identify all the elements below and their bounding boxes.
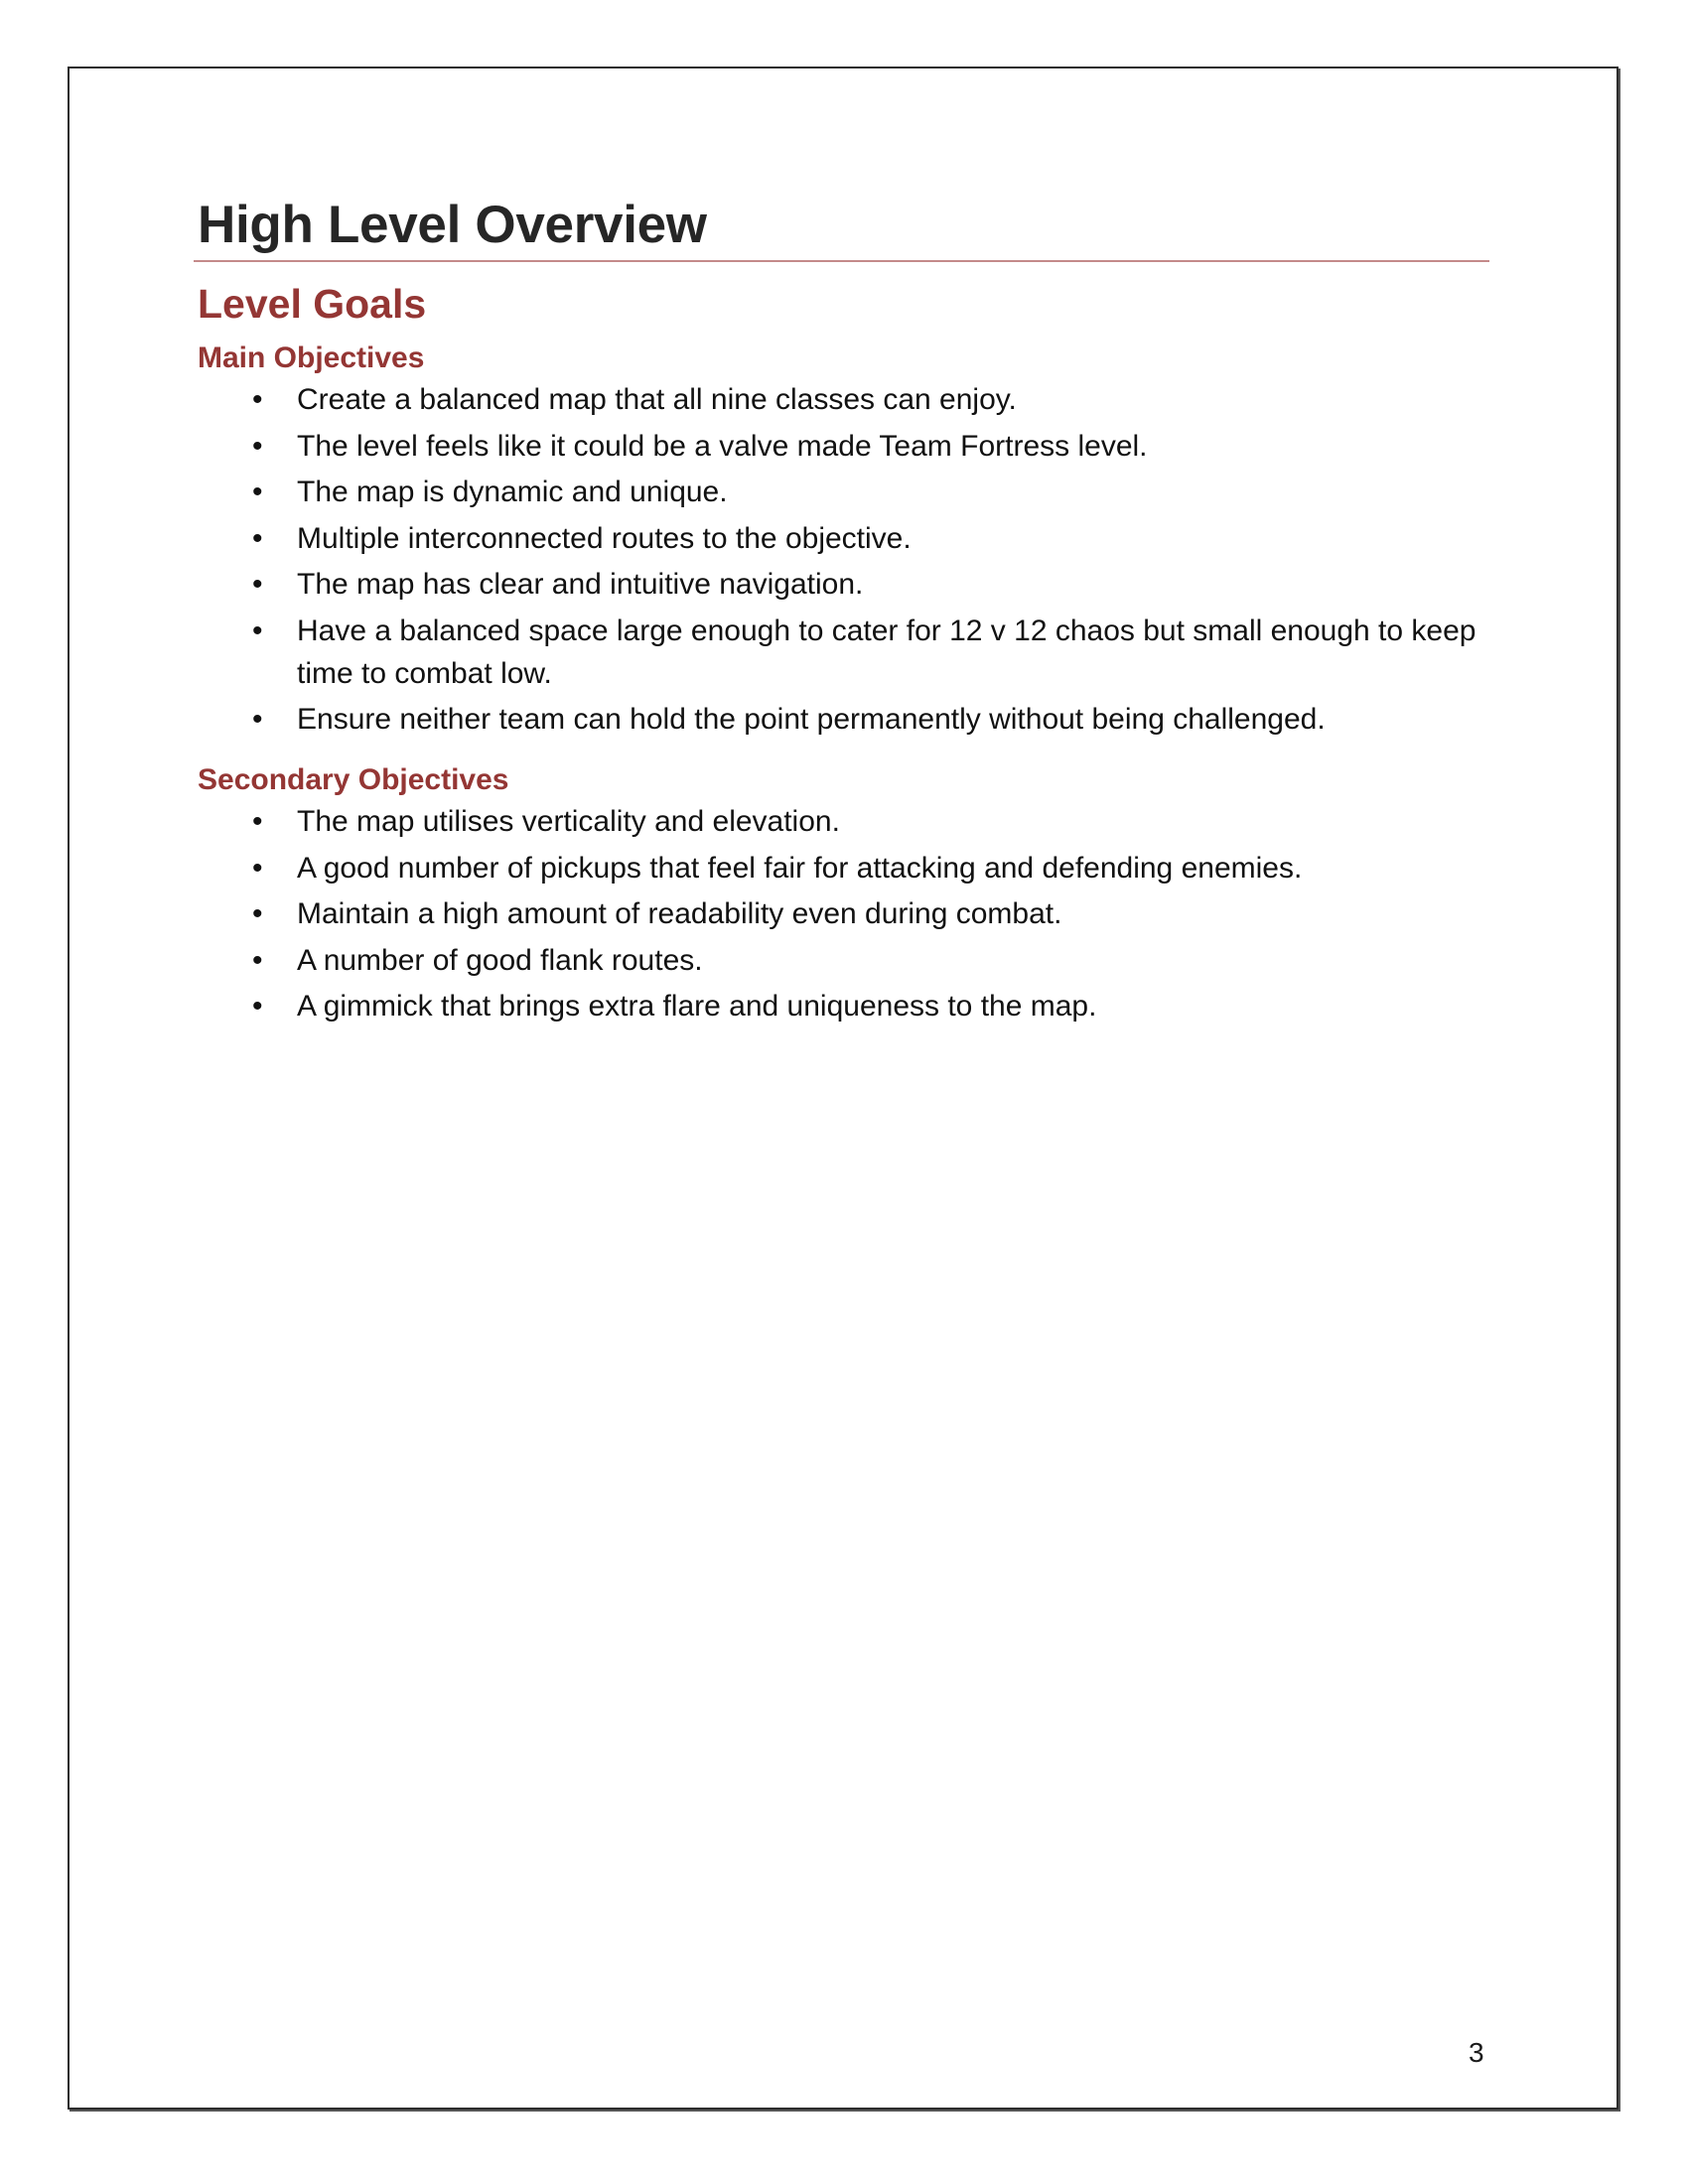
bullet-icon: • (252, 568, 263, 602)
bullet-icon: • (252, 521, 263, 555)
list-item: • The level feels like it could be a valve made Team Fortress level. (198, 425, 1488, 468)
bullet-icon: • (252, 429, 263, 463)
list-item: • The map utilises verticality and elevation. (198, 800, 1488, 843)
bullet-icon: • (252, 943, 263, 977)
bullet-icon: • (252, 703, 263, 737)
bullet-icon: • (252, 990, 263, 1024)
list-item: • A gimmick that brings extra flare and uniqueness to the map. (198, 985, 1488, 1027)
bullet-icon: • (252, 897, 263, 931)
subheading-secondary-objectives: Secondary Objectives (198, 763, 509, 797)
page-number: 3 (1469, 2037, 1484, 2068)
list-item: • Create a balanced map that all nine classes can enjoy. (198, 378, 1488, 421)
subheading-main-objectives: Main Objectives (198, 341, 425, 375)
page-title: High Level Overview (198, 196, 707, 254)
secondary-objectives-list (198, 800, 1488, 1027)
list-item: • Have a balanced space large enough to cater for 12 v 12 chaos but small enough to keep time to combat low. (198, 610, 1488, 695)
list-item: • The map has clear and intuitive navigation. (198, 563, 1488, 606)
title-underline (194, 260, 1489, 262)
list-item: • Multiple interconnected routes to the objective. (198, 517, 1488, 560)
list-item: • A good number of pickups that feel fair for attacking and defending enemies. (198, 847, 1488, 889)
list-item: • Maintain a high amount of readability even during combat. (198, 892, 1488, 935)
section-heading-level-goals: Level Goals (198, 281, 427, 328)
list-item: • A number of good flank routes. (198, 939, 1488, 982)
list-item: • Ensure neither team can hold the point permanently without being challenged. (198, 698, 1488, 741)
bullet-icon: • (252, 614, 263, 647)
bullet-icon: • (252, 805, 263, 839)
document-body (198, 197, 1488, 1031)
bullet-icon: • (252, 383, 263, 417)
bullet-icon: • (252, 476, 263, 509)
bullet-icon: • (252, 851, 263, 885)
list-item: • The map is dynamic and unique. (198, 471, 1488, 513)
main-objectives-list (198, 378, 1488, 741)
